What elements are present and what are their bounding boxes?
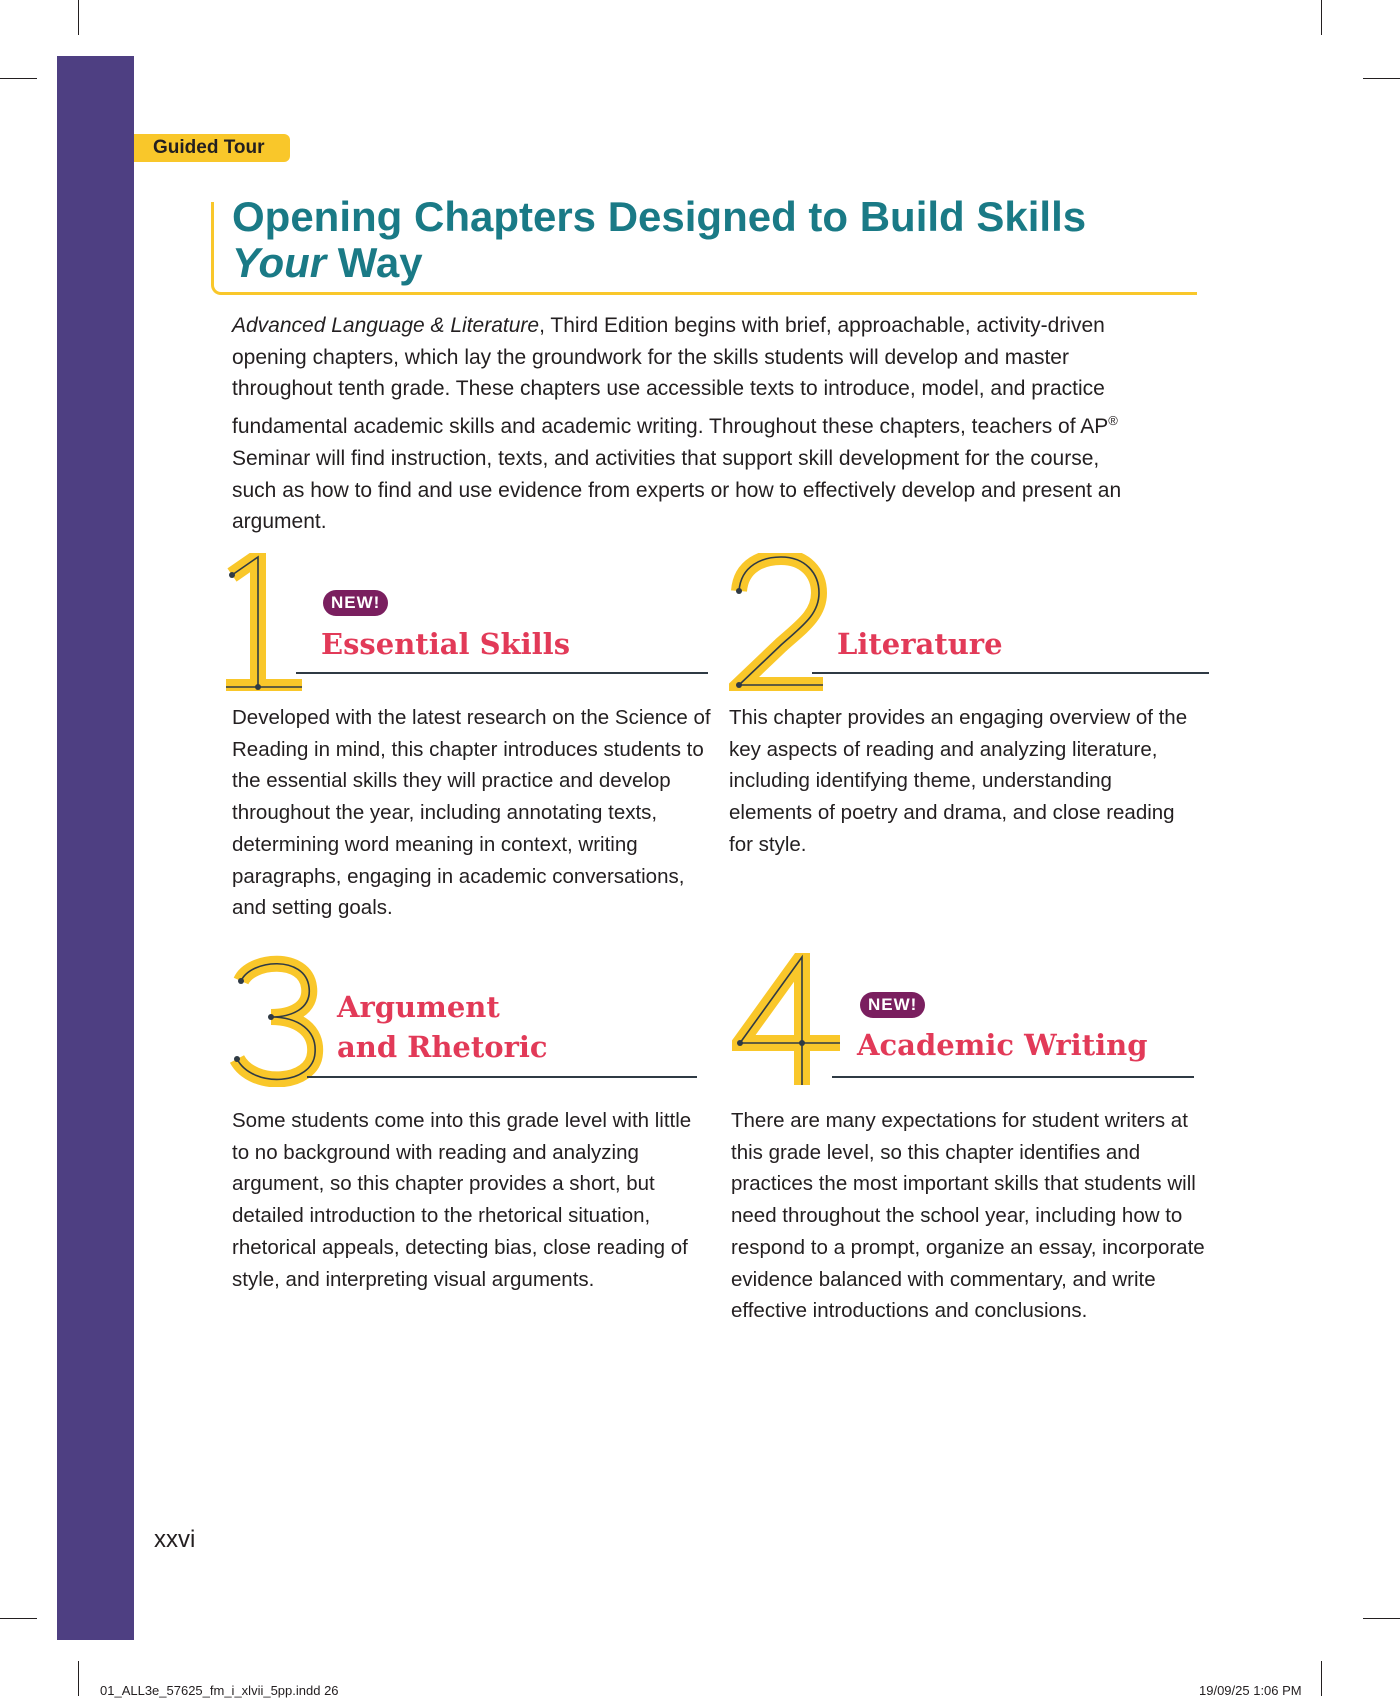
side-color-band [57,56,134,1640]
intro-paragraph: Advanced Language & Literature, Third Edition begins with brief, approachable, activity-driven opening chapters, which lay the groundwork for the skills students will develop and master throughout tenth grade. These chapters use accessible texts to introduce, model, and practice fundamental academic skills and academic writing. Throughout these chapters, teachers of AP® Seminar will find instruction, texts, and activities that support skill development for the course, such as how to find and use evidence from experts or how to effectively develop and present an argument. [232,314,1122,534]
title-line-2: Way [326,239,423,286]
slug-file: 01_ALL3e_57625_fm_i_xlvii_5pp.indd 26 [100,1683,339,1698]
crop-mark [0,78,37,79]
chapter-2-title: Literature [837,627,1003,661]
title-line-1: Opening Chapters Designed to Build Skills [232,193,1087,240]
crop-mark [1363,1618,1400,1619]
slug-datetime: 19/09/25 1:06 PM [1199,1683,1302,1698]
crop-mark [0,1618,37,1619]
chapter-3-numeral [229,953,324,1087]
chapter-1-description: Developed with the latest research on the Science of Reading in mind, this chapter introduces students to the essential skills they will practice and develop throughout the year, including annotating texts, determining word meaning in context, writing paragraphs, engaging in academic conversations, and setting goals. [232,706,711,920]
crop-mark [78,1661,79,1696]
new-badge: NEW! [860,992,925,1018]
new-badge: NEW! [323,590,388,616]
chapter-4-title: Academic Writing [857,1028,1148,1062]
registered-mark: ® [1108,413,1118,429]
chapter-3-rule [307,1076,697,1078]
chapter-3-title: Argument and Rhetoric [337,990,548,1064]
chapter-1-rule [296,672,708,674]
crop-mark [78,0,79,35]
section-tag: Guided Tour [134,134,290,162]
page-number: xxvi [154,1526,196,1553]
title-emphasis: Your [232,239,327,286]
chapter-4-description: There are many expectations for student writers at this grade level, so this chapter identifies and practices the most important skills that students will need throughout the school year, including how to respond to a prompt, organize an essay, incorporate evidence balanced with commentary, and write effective introductions and conclusions. [731,1109,1205,1323]
crop-mark [1363,78,1400,79]
chapter-1-numeral [222,553,312,691]
chapter-3-description: Some students come into this grade level with little to no background with reading and analyzing argument, so this chapter provides a short, but detailed introduction to the rhetorical situation, rhetorical appeals, detecting bias, close reading of style, and interpreting visual arguments. [232,1109,692,1291]
chapter-4-rule [832,1076,1194,1078]
chapter-2-rule [812,672,1209,674]
crop-mark [1321,0,1322,35]
book-title: Advanced Language & Literature [232,314,540,337]
chapter-4-numeral [732,953,842,1089]
crop-mark [1321,1661,1322,1696]
chapter-1-title: Essential Skills [321,627,571,661]
page-title [232,194,1192,286]
chapter-2-description: This chapter provides an engaging overview of the key aspects of reading and analyzing literature, including identifying theme, understanding elements of poetry and drama, and close reading for style. [729,706,1188,856]
chapter-2-numeral [729,553,829,691]
